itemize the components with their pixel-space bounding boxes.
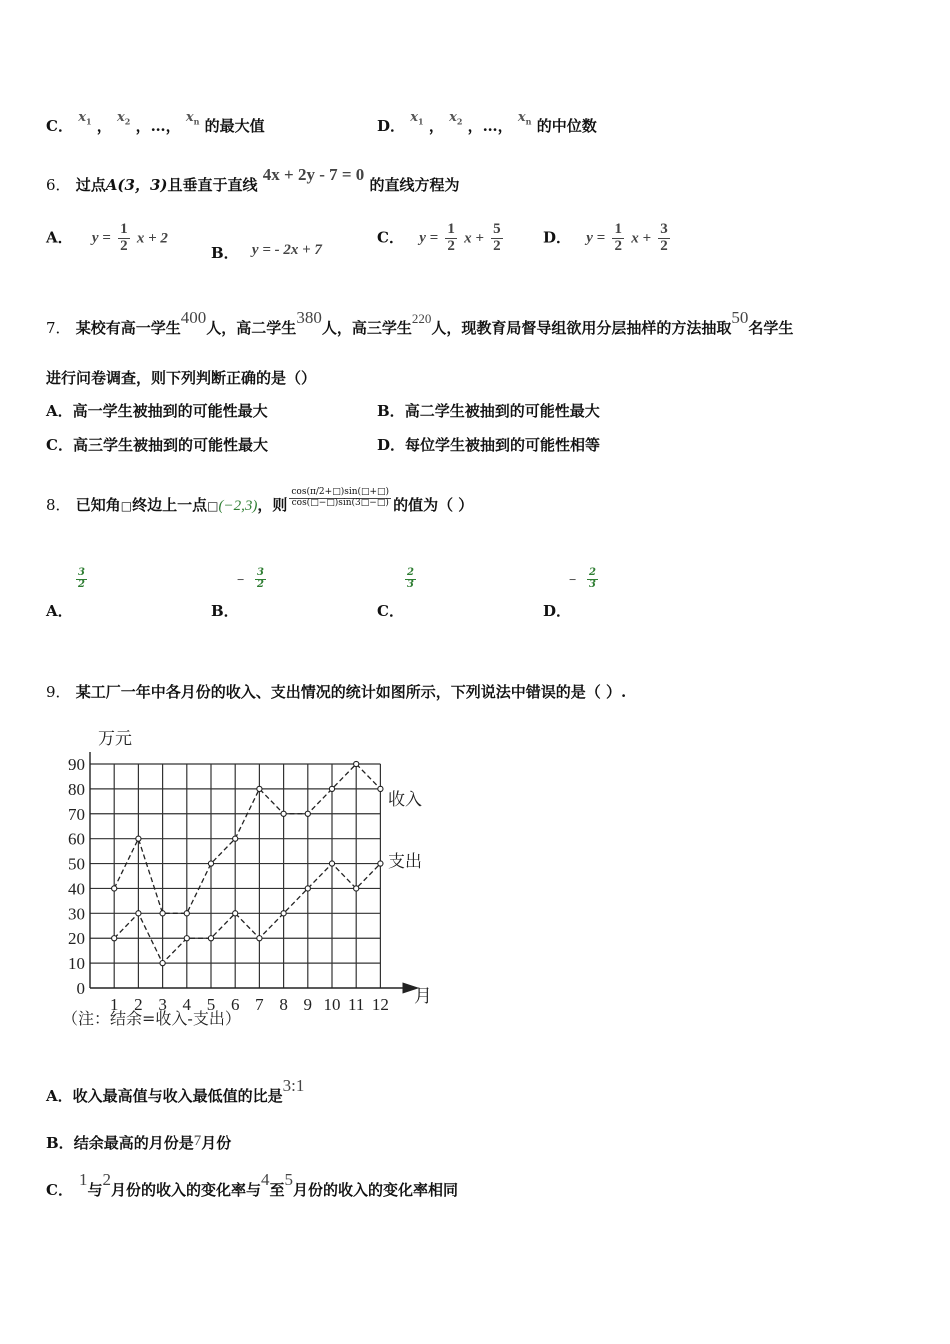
q7-stem-line1: 7． 某校有高一学生400人，高二学生380人，高三学生220人，现教育局督导组欲用分层抽样的方法抽取50名学生 xyxy=(46,308,794,337)
data-point-income xyxy=(112,886,117,891)
q7-option-b[interactable]: B．高二学生被抽到的可能性最大 xyxy=(377,402,600,420)
chart-series-label-expense: 支出 xyxy=(388,852,422,872)
y-tick-label: 0 xyxy=(76,979,85,998)
q8-stem: 8． 已知角□终边上一点□(−2,3)，则 $\frac{\cos(\pi/2+□)\sin(□+□)}{\cos(□-□)\sin(3□-□)}$ 的值为（ ） xyxy=(46,487,474,514)
y-tick-label: 30 xyxy=(68,904,85,924)
q8-a-fraction: $\frac{3}{2}$ xyxy=(78,567,85,590)
x-tick-label: 1 xyxy=(109,995,119,1014)
data-point-expense xyxy=(257,936,262,941)
q9-option-b[interactable]: B．结余最高的月份是7月份 xyxy=(46,1133,232,1152)
y-tick-label: 40 xyxy=(68,879,85,899)
q7-option-d[interactable]: D．每位学生被抽到的可能性相等 xyxy=(377,436,601,454)
q5-d-text: 的中位数 xyxy=(536,117,597,135)
x-tick-label: 9 xyxy=(303,995,313,1014)
q6-point: A(3，3) xyxy=(105,176,168,194)
q5-c-xn: $x_n$ xyxy=(185,110,200,127)
x-tick-label: 10 xyxy=(323,995,341,1014)
x-tick-label: 4 xyxy=(182,995,192,1014)
x-tick-label: 8 xyxy=(279,995,288,1014)
data-point-income xyxy=(378,786,383,791)
q6-option-b[interactable]: B． y = - 2x + 7 xyxy=(211,242,322,262)
q7-stem-line2: 进行问卷调查，则下列判断正确的是（） xyxy=(46,369,317,387)
q5-c-text: 的最大值 xyxy=(204,117,265,135)
q8-d-fraction: $\frac{2}{3}$ xyxy=(589,567,596,590)
data-point-income xyxy=(329,786,334,791)
q7-option-a[interactable]: A．高一学生被抽到的可能性最大 xyxy=(46,402,268,420)
q9-number: 9． xyxy=(46,683,71,701)
data-point-income xyxy=(184,911,189,916)
q6-a-fraction: $\frac{1}{2}$ xyxy=(120,221,128,254)
x-tick-label: 6 xyxy=(230,995,240,1014)
y-tick-label: 20 xyxy=(68,929,85,949)
q5-option-d[interactable]: D． $x_1$ ， $x_2$ ，…， $x_n$ 的中位数 xyxy=(377,110,597,135)
chart-note: （注：结余=收入-支出） xyxy=(62,1009,241,1028)
chart-y-label: 万元 xyxy=(98,729,132,749)
data-point-expense xyxy=(354,886,359,891)
q7-number: 7． xyxy=(46,319,71,337)
data-point-income xyxy=(281,811,286,816)
q6-option-d[interactable]: D． y = $\frac{1}{2}$ x + $\frac{3}{2}$ xyxy=(543,221,668,254)
q5-option-d-label: D． xyxy=(377,117,406,135)
q6-number: 6． xyxy=(46,176,71,194)
income-expense-chart xyxy=(56,720,446,1040)
data-point-expense xyxy=(281,911,286,916)
q5-d-x1: $x_1$ xyxy=(410,110,424,127)
data-point-expense xyxy=(136,911,141,916)
x-tick-label: 3 xyxy=(158,995,167,1014)
data-point-income xyxy=(160,911,165,916)
q5-c-x2: $x_2$ xyxy=(117,110,131,127)
q8-number: 8． xyxy=(46,496,71,514)
data-point-income xyxy=(233,836,238,841)
y-tick-label: 70 xyxy=(68,804,85,824)
x-tick-label: 12 xyxy=(371,995,389,1014)
q9-stem: 9． 某工厂一年中各月份的收入、支出情况的统计如图所示，下列说法中错误的是（ ）. xyxy=(46,683,627,701)
y-tick-label: 50 xyxy=(68,854,85,874)
q7-option-c[interactable]: C．高三学生被抽到的可能性最大 xyxy=(46,436,268,454)
chart-x-label: 月 xyxy=(414,986,432,1007)
q6-stem: 6． 过点A(3，3)且垂直于直线 4x + 2y - 7 = 0 的直线方程为 xyxy=(46,165,460,194)
q8-expression: $\frac{\cos(\pi/2+□)\sin(□+□)}{\cos(□-□)\sin(3□-□)}$ xyxy=(291,487,390,508)
chart-series-label-income: 收入 xyxy=(388,790,422,810)
data-point-income xyxy=(208,861,213,866)
q6-d-fraction-2: $\frac{3}{2}$ xyxy=(660,221,668,254)
q8-b-fraction: $\frac{3}{2}$ xyxy=(257,567,264,590)
data-point-expense xyxy=(329,861,334,866)
data-point-expense xyxy=(160,961,165,966)
q9-option-c[interactable]: C．1与2月份的收入的变化率与4至5月份的收入的变化率相同 xyxy=(46,1170,459,1199)
q8-point: (−2,3) xyxy=(218,498,258,514)
q6-c-fraction-1: $\frac{1}{2}$ xyxy=(447,221,455,254)
data-point-income xyxy=(354,761,359,766)
y-tick-label: 60 xyxy=(68,829,85,849)
data-point-income xyxy=(257,786,262,791)
y-tick-label: 90 xyxy=(68,755,85,774)
y-tick-label: 10 xyxy=(68,954,85,974)
q8-c-fraction: $\frac{2}{3}$ xyxy=(407,567,414,590)
data-point-income xyxy=(136,836,141,841)
q6-option-c[interactable]: C． y = $\frac{1}{2}$ x + $\frac{5}{2}$ xyxy=(377,221,501,254)
data-point-expense xyxy=(184,936,189,941)
q5-d-x2: $x_2$ xyxy=(449,110,463,127)
data-point-expense xyxy=(233,911,238,916)
x-tick-label: 11 xyxy=(348,995,365,1014)
q6-c-fraction-2: $\frac{5}{2}$ xyxy=(493,221,501,254)
x-tick-label: 2 xyxy=(134,995,143,1014)
q9-option-a[interactable]: A．收入最高值与收入最低值的比是3:1 xyxy=(46,1076,305,1105)
data-point-expense xyxy=(208,936,213,941)
data-point-income xyxy=(305,811,310,816)
q6-equation: 4x + 2y - 7 = 0 xyxy=(262,165,365,184)
q5-c-x1: $x_1$ xyxy=(78,110,92,127)
chart-grid xyxy=(90,764,380,988)
x-tick-label: 5 xyxy=(206,995,216,1014)
chart-y-ticks xyxy=(68,755,85,998)
q6-d-fraction-1: $\frac{1}{2}$ xyxy=(614,221,622,254)
q5-d-xn: $x_n$ xyxy=(517,110,532,127)
data-point-expense xyxy=(112,936,117,941)
q5-option-c-label: C． xyxy=(46,117,73,135)
q5-option-c[interactable]: C． $x_1$ ， $x_2$ ，…， $x_n$ 的最大值 xyxy=(46,110,265,135)
data-point-expense xyxy=(378,861,383,866)
y-tick-label: 80 xyxy=(68,779,85,799)
data-point-expense xyxy=(305,886,310,891)
x-tick-label: 7 xyxy=(255,995,264,1014)
q6-option-a[interactable]: A． y = $\frac{1}{2}$ x + 2 xyxy=(46,221,168,254)
